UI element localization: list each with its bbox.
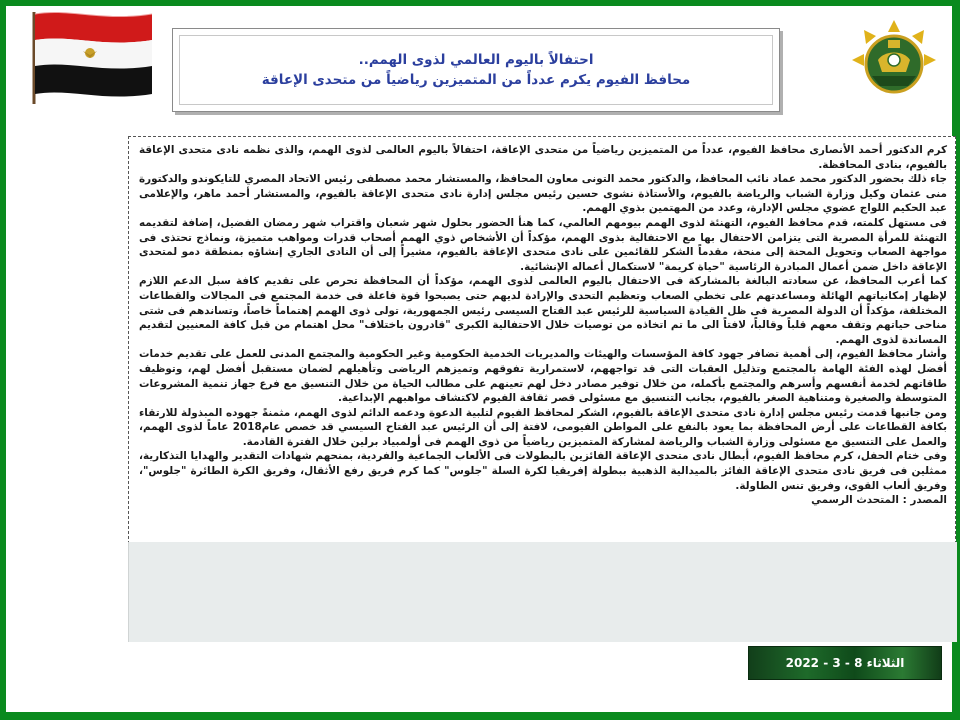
publish-date: الثلاثاء 8 - 3 - 2022	[785, 656, 905, 670]
headline-line-1: احتفالاً باليوم العالمي لذوى الهمم..	[358, 52, 594, 68]
headline-inner	[179, 35, 773, 105]
headline-box	[172, 28, 780, 112]
page	[6, 6, 952, 712]
date-bar	[748, 646, 942, 680]
article-source: المصدر : المتحدث الرسمي	[811, 494, 947, 507]
headline-line-2: محافظ الفيوم يكرم عدداً من المتميزين رياضياً من متحدى الإعاقة	[261, 72, 691, 88]
article-paragraph: فى مستهل كلمته، قدم محافظ الفيوم، التهنئة لذوى الهمم بيومهم العالمي، كما هنأ الحضور بحلول شهر شعبان واقتراب شهر رمضان الفضيل، إضافة لتقديمه التهنئة للمرأة المصرية التى يتزامن الاحتفال بها مع الاحتفالية بذوى الهمم، مؤكداً أن الأشخاص ذوي الهمم أصحاب قدرات ومواهب متميزة، ونماذج تحتذى فى مواجهة الصعاب وتحويل المحنة إلى منحة، مقدماً الشكر للقائمين على نادى متحدى الإعاقة بالفيوم، مشيراً إلى أن النادى الجاري إنشاؤه بمنطقة دمو لمتحدى الإعاقة داخل ضمن أعمال المبادرة الرئاسية "حياة كريمة" لاستكمال أعماله الإنشائية.	[139, 216, 947, 273]
egypt-flag-image	[24, 6, 156, 104]
article-paragraph: كما أعرب المحافظ، عن سعادته البالغة بالمشاركة فى الاحتفال باليوم العالمى لذوى الهمم، مؤكداً أن المحافظة تحرص على تقديم كافة سبل الدعم اللازم لإظهار إمكانياتهم الهائلة ومساعدتهم على تخطي الصعاب وتعظيم التحدى والإرادة لديهم حتى يصبحوا قوة فاعلة فى خدمة المجتمع فى المجالات والقطاعات المختلفة، مؤكداً أن الدولة المصرية فى ظل القيادة السياسية للرئيس عبد الفتاح السيسى رئيس الجمهورية، تولى ذوى الهمم إهتماماً خاصاً، وتساندهم فى شتى مناحى حياتهم وتقف معهم قلباً وقالباً، لافتاً الى ما تم اتخاذه من توصيات خلال الاحتفالية الكبرى "قادرون باختلاف" محل اهتمام من قبل كافة المعنيين لتقديم المساندة لذوى الهمم.	[139, 275, 947, 346]
article-box	[128, 136, 956, 544]
article-paragraph: ومن جانبها قدمت رئيس مجلس إدارة نادى متحدى الإعاقة بالفيوم، الشكر لمحافظ الفيوم لتلبية الدعوة ودعمه الدائم لذوى الهمم، مثمنةً جهوده المبذولة للارتقاء بكافة القطاعات على أرض المحافظة بما يعود بالنفع على المواطن الفيومى، لافتة إلى أن الرئيس عبد الفتاح السيسي قد خصص عام2018 عاماً لذوى الهمم، والعمل على التنسيق مع مسئولى وزارة الشباب والرياضة لمشاركة المتميزين رياضياً من ذوى الهمم فى أولمبياد برلين خلال الفترة القادمة.	[139, 406, 947, 448]
article-paragraph: وأشار محافظ الفيوم، إلى أهمية تضافر جهود كافة المؤسسات والهيئات والمديريات الخدمية الحكومية وغير الحكومية والمجتمع المدنى للعمل على تقديم خدمات أفضل لهذه الفئة الهامة بالمجتمع وتذليل العقبات التى قد تواجههم، لاستمرارية تفوقهم وتميزهم الرياضى وتأهيلهم لضمان مستقبل أفضل لهم، وتوظيف طاقاتهم لخدمة أنفسهم وأسرهم والمجتمع بأكمله، من خلال توفير مصادر دخل لهم تعينهم على مطالب الحياة من خلال التنسيق مع فرع جهاز تنمية المشروعات المتوسطة والصغيرة ومتناهية الصغر بالفيوم، بجانب التنسيق مع مسئولى قصر ثقافة الفيوم لاكتشاف مواهبهم الإبداعية.	[139, 348, 947, 405]
article-text	[129, 137, 955, 508]
fayoum-governorate-logo	[848, 16, 940, 108]
article-paragraph: وفى ختام الحفل، كرم محافظ الفيوم، أبطال نادى متحدى الإعاقة الفائزين بالبطولات فى الألعاب الجماعية والفردية، بمنحهم شهادات التقدير والهدايا التذكارية، ممثلين فى فريق نادى متحدى الإعاقة الفائز بالميدالية الذهبية ببطولة إفريقيا لكرة السلة "جلوس" كما كرم فريق رفع الأثقال، وفريق الكرة الطائرة "جلوس"، وفريق ألعاب القوى، وفريق تنس الطاولة.	[139, 450, 947, 492]
article-paragraph: كرم الدكتور أحمد الأنصارى محافظ الفيوم، عدداً من المتميزين رياضياً من متحدى الإعاقة، احتفالاً باليوم العالمى لذوى الهمم، والذى نظمه نادى متحدى الإعاقة بالفيوم، بنادى المحافظة.	[139, 144, 947, 171]
empty-panel	[128, 542, 957, 642]
article-paragraph: جاء ذلك بحضور الدكتور محمد عماد نائب المحافظ، والدكتور محمد التونى معاون المحافظ، والمستشار محمد مصطفى رئيس الاتحاد المصري للتايكوندو والدكتورة منى عثمان وكيل وزارة الشباب والرياضة بالفيوم، والأستاذة نشوى حسين رئيس مجلس إدارة نادى متحدى الإعاقة بالفيوم، والمستشار أحمد ماهر، والإعلامى عبد الحكيم اللواج عضوي مجلس الإدارة، وعدد من المهتمين بذوي الهمم.	[139, 173, 947, 215]
